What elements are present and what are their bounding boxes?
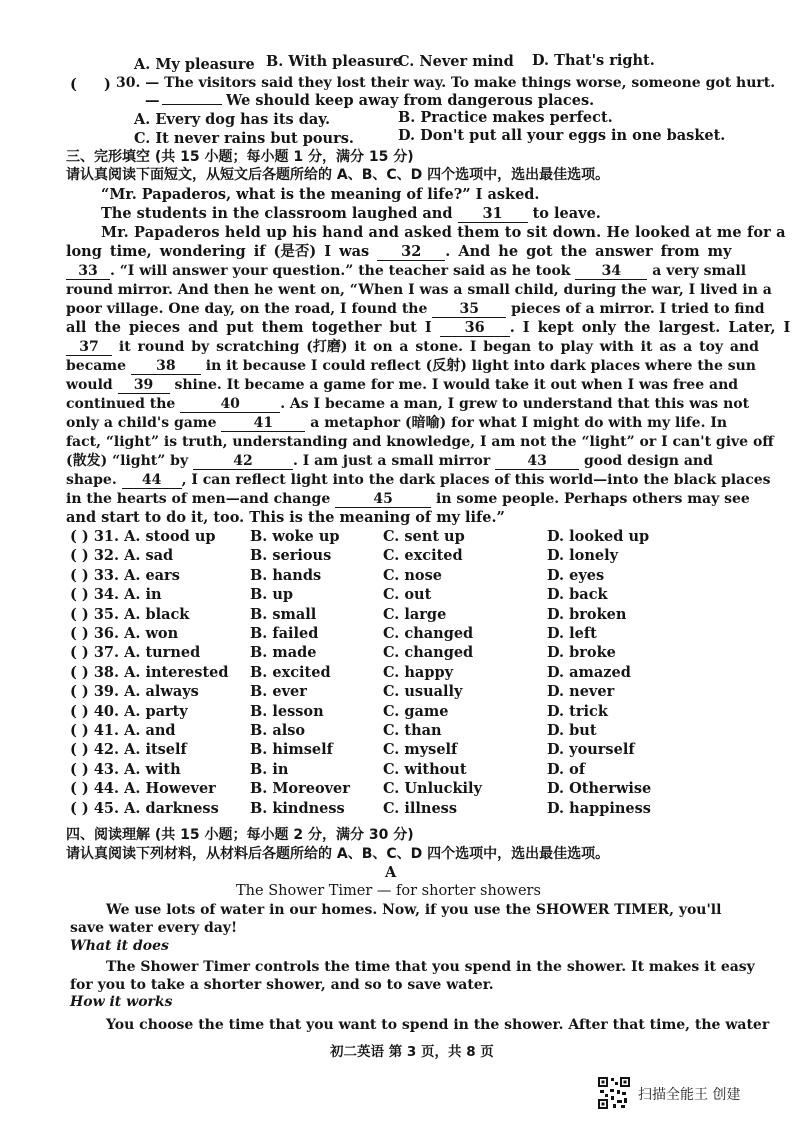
page-footer: 初二英语 第 3 页，共 8 页	[330, 1044, 494, 1060]
passage-a-p3-line1: You choose the time that you want to spend in the shower. After that time, the water	[106, 1017, 770, 1033]
passage-a-heading-what: What it does	[70, 938, 169, 954]
option-b: B. Moreover	[250, 780, 350, 798]
option-question: ( ) 43. A. with	[70, 760, 181, 778]
blank-42: 42	[193, 453, 293, 470]
option-d: D. broken	[547, 605, 627, 623]
q30-stem: 30. — The visitors said they lost their way. To make things worse, someone got hurt.	[116, 75, 776, 91]
option-b: B. hands	[250, 566, 322, 584]
option-c: C. illness	[383, 799, 458, 817]
q30-option-b: B. Practice makes perfect.	[398, 109, 613, 126]
q30-paren-open: (	[70, 76, 77, 93]
passage-line-11: would 39 shine. It became a game for me. I would take it out when I was free and	[66, 377, 739, 393]
option-c: C. excited	[383, 547, 463, 565]
passage-line-2: The students in the classroom laughed and 31 to leave.	[101, 205, 601, 222]
option-question: ( ) 35. A. black	[70, 605, 190, 623]
option-row	[0, 780, 700, 798]
q30-option-d: D. Don't put all your eggs in one basket.	[398, 127, 726, 144]
option-b: B. woke up	[250, 528, 340, 545]
option-row	[0, 800, 700, 818]
passage-line-8: all the pieces and put them together but I 36 . I kept only the largest. Later, I	[66, 319, 791, 336]
q30-blank	[162, 104, 222, 105]
passage-a-p1-line2: save water every day!	[70, 920, 238, 936]
option-c: C. myself	[383, 741, 458, 759]
blank-34: 34	[575, 263, 647, 280]
passage-line-4: long time, wondering if (是否) I was 32 . And he got the answer from my	[66, 243, 732, 260]
option-question: ( ) 45. A. darkness	[70, 799, 219, 817]
option-row	[0, 586, 700, 604]
option-d: D. happiness	[547, 799, 651, 817]
section4-instruction: 请认真阅读下列材料，从材料后各题所给的 A、B、C、D 四个选项中，选出最佳选项。	[66, 846, 610, 862]
option-question: ( ) 32. A. sad	[70, 547, 174, 565]
option-b: B. excited	[250, 663, 331, 681]
blank-45: 45	[335, 491, 431, 508]
blank-41: 41	[221, 415, 305, 432]
option-d: D. left	[547, 625, 597, 642]
passage-line-14: fact, “light” is truth, understanding and knowledge, I am not the “light” or I can't give off	[66, 434, 774, 450]
option-c: C. without	[383, 760, 467, 778]
option-c: C. changed	[383, 644, 474, 662]
option-question: ( ) 36. A. won	[70, 625, 179, 642]
q30-reply: We should keep away from dangerous places.	[226, 92, 595, 109]
option-question: ( ) 37. A. turned	[70, 644, 201, 662]
option-row	[0, 528, 700, 546]
passage-a-p1-line1: We use lots of water in our homes. Now, if you use the SHOWER TIMER, you'll	[106, 902, 722, 918]
option-row	[0, 722, 700, 740]
option-b: B. ever	[250, 683, 307, 701]
option-d: D. lonely	[547, 547, 619, 565]
option-c: C. than	[383, 722, 442, 739]
passage-line-5: 33 . “I will answer your question.” the teacher said as he took 34 a very small	[66, 262, 746, 280]
q29-option-a: A. My pleasure	[134, 56, 255, 73]
passage-a-heading-how: How it works	[70, 994, 173, 1010]
cloze-options-table	[0, 528, 794, 818]
q30-option-c: C. It never rains but pours.	[134, 130, 354, 147]
option-b: B. himself	[250, 741, 333, 759]
option-d: D. back	[547, 586, 608, 604]
option-row	[0, 625, 700, 643]
q29-option-d: D. That's right.	[532, 52, 655, 69]
passage-line-13: only a child's game 41 a metaphor (暗喻) for what I might do with my life. In	[66, 415, 728, 431]
option-b: B. failed	[250, 625, 319, 642]
blank-35: 35	[432, 301, 506, 318]
passage-line-17: in the hearts of men—and change 45 in some people. Perhaps others may see	[66, 491, 750, 507]
passage-a-p2-line2: for you to take a shorter shower, and so to save water.	[70, 977, 494, 993]
option-row	[0, 703, 700, 721]
option-d: D. amazed	[547, 663, 631, 681]
passage-line-9: 37 it round by scratching (打磨) it on a stone. I began to play with it as a toy and	[66, 338, 759, 356]
blank-44: 44	[122, 472, 182, 489]
q30-option-a: A. Every dog has its day.	[134, 111, 331, 128]
option-b: B. up	[250, 586, 294, 604]
option-b: B. small	[250, 605, 317, 623]
watermark-text: 扫描全能王 创建	[638, 1087, 741, 1103]
q29-option-b: B. With pleasure	[266, 53, 403, 70]
option-row	[0, 664, 700, 682]
option-row	[0, 567, 700, 585]
option-c: C. game	[383, 702, 449, 720]
option-question: ( ) 31. A. stood up	[70, 528, 216, 545]
passage-line-7: poor village. One day, on the road, I found the 35 pieces of a mirror. I tried to find	[66, 301, 765, 317]
passage-line-16: shape. 44 , I can reflect light into the dark places of this world—into the black places	[66, 472, 771, 488]
option-question: ( ) 40. A. party	[70, 702, 188, 720]
option-row	[0, 606, 700, 624]
option-b: B. serious	[250, 547, 332, 565]
section3-heading: 三、完形填空 (共 15 小题；每小题 1 分，满分 15 分)	[66, 149, 414, 165]
blank-31: 31	[458, 206, 528, 223]
blank-40: 40	[180, 396, 280, 413]
option-d: D. never	[547, 683, 615, 701]
section3-instruction: 请认真阅读下面短文，从短文后各题所给的 A、B、C、D 四个选项中，选出最佳选项。	[66, 167, 610, 183]
option-c: C. happy	[383, 663, 454, 681]
passage-line-18: and start to do it, too. This is the meaning of my life.”	[66, 509, 505, 526]
option-c: C. large	[383, 605, 447, 623]
option-d: D. trick	[547, 702, 608, 720]
option-c: C. changed	[383, 625, 474, 642]
qr-code-icon	[597, 1076, 631, 1110]
option-b: B. made	[250, 644, 317, 662]
option-question: ( ) 44. A. However	[70, 780, 216, 798]
option-c: C. out	[383, 586, 432, 604]
option-c: C. nose	[383, 566, 442, 584]
option-b: B. in	[250, 760, 289, 778]
option-question: ( ) 38. A. interested	[70, 663, 229, 681]
option-c: C. usually	[383, 683, 463, 701]
option-row	[0, 761, 700, 779]
option-b: B. kindness	[250, 799, 345, 817]
q30-reply-dash: —	[145, 92, 222, 110]
q30-paren-close: )	[104, 76, 111, 93]
option-question: ( ) 41. A. and	[70, 722, 176, 739]
blank-36: 36	[440, 320, 510, 337]
blank-38: 38	[131, 358, 201, 375]
option-row	[0, 683, 700, 701]
option-d: D. but	[547, 722, 597, 739]
option-b: B. also	[250, 722, 306, 739]
option-d: D. yourself	[547, 741, 635, 759]
section4-heading: 四、阅读理解 (共 15 小题；每小题 2 分，满分 30 分)	[66, 827, 414, 843]
option-question: ( ) 33. A. ears	[70, 566, 180, 584]
option-c: C. sent up	[383, 528, 465, 545]
passage-line-10: became 38 in it because I could reflect (反射) light into dark places where the sun	[66, 358, 756, 374]
passage-line-15: (散发) “light” by 42 . I am just a small mirror 43 good design and	[66, 453, 713, 469]
passage-line-12: continued the 40 . As I became a man, I grew to understand that this was not	[66, 396, 750, 412]
option-row	[0, 741, 700, 759]
option-d: D. looked up	[547, 528, 650, 545]
option-d: D. of	[547, 760, 586, 778]
option-question: ( ) 39. A. always	[70, 683, 199, 701]
blank-43: 43	[495, 453, 579, 470]
option-d: D. Otherwise	[547, 780, 652, 798]
passage-line-3: Mr. Papaderos held up his hand and asked them to sit down. He looked at me for a	[101, 224, 786, 241]
option-b: B. lesson	[250, 702, 324, 720]
option-d: D. broke	[547, 644, 616, 662]
passage-a-p2-line1: The Shower Timer controls the time that you spend in the shower. It makes it easy	[106, 959, 755, 975]
passage-line-6: round mirror. And then he went on, “When I was a small child, during the war, I lived in a	[66, 282, 772, 298]
option-row	[0, 644, 700, 662]
blank-37: 37	[66, 339, 112, 356]
option-c: C. Unluckily	[383, 780, 482, 798]
blank-39: 39	[118, 377, 170, 394]
passage-line-1: “Mr. Papaderos, what is the meaning of life?” I asked.	[101, 186, 540, 203]
passage-a-label: A	[385, 864, 397, 881]
passage-a-title: The Shower Timer — for shorter showers	[236, 883, 541, 899]
blank-33: 33	[66, 263, 110, 280]
q29-option-c: C. Never mind	[398, 53, 514, 70]
option-row	[0, 547, 700, 565]
option-question: ( ) 34. A. in	[70, 586, 162, 604]
option-d: D. eyes	[547, 566, 605, 584]
option-question: ( ) 42. A. itself	[70, 741, 187, 759]
blank-32: 32	[377, 244, 445, 261]
